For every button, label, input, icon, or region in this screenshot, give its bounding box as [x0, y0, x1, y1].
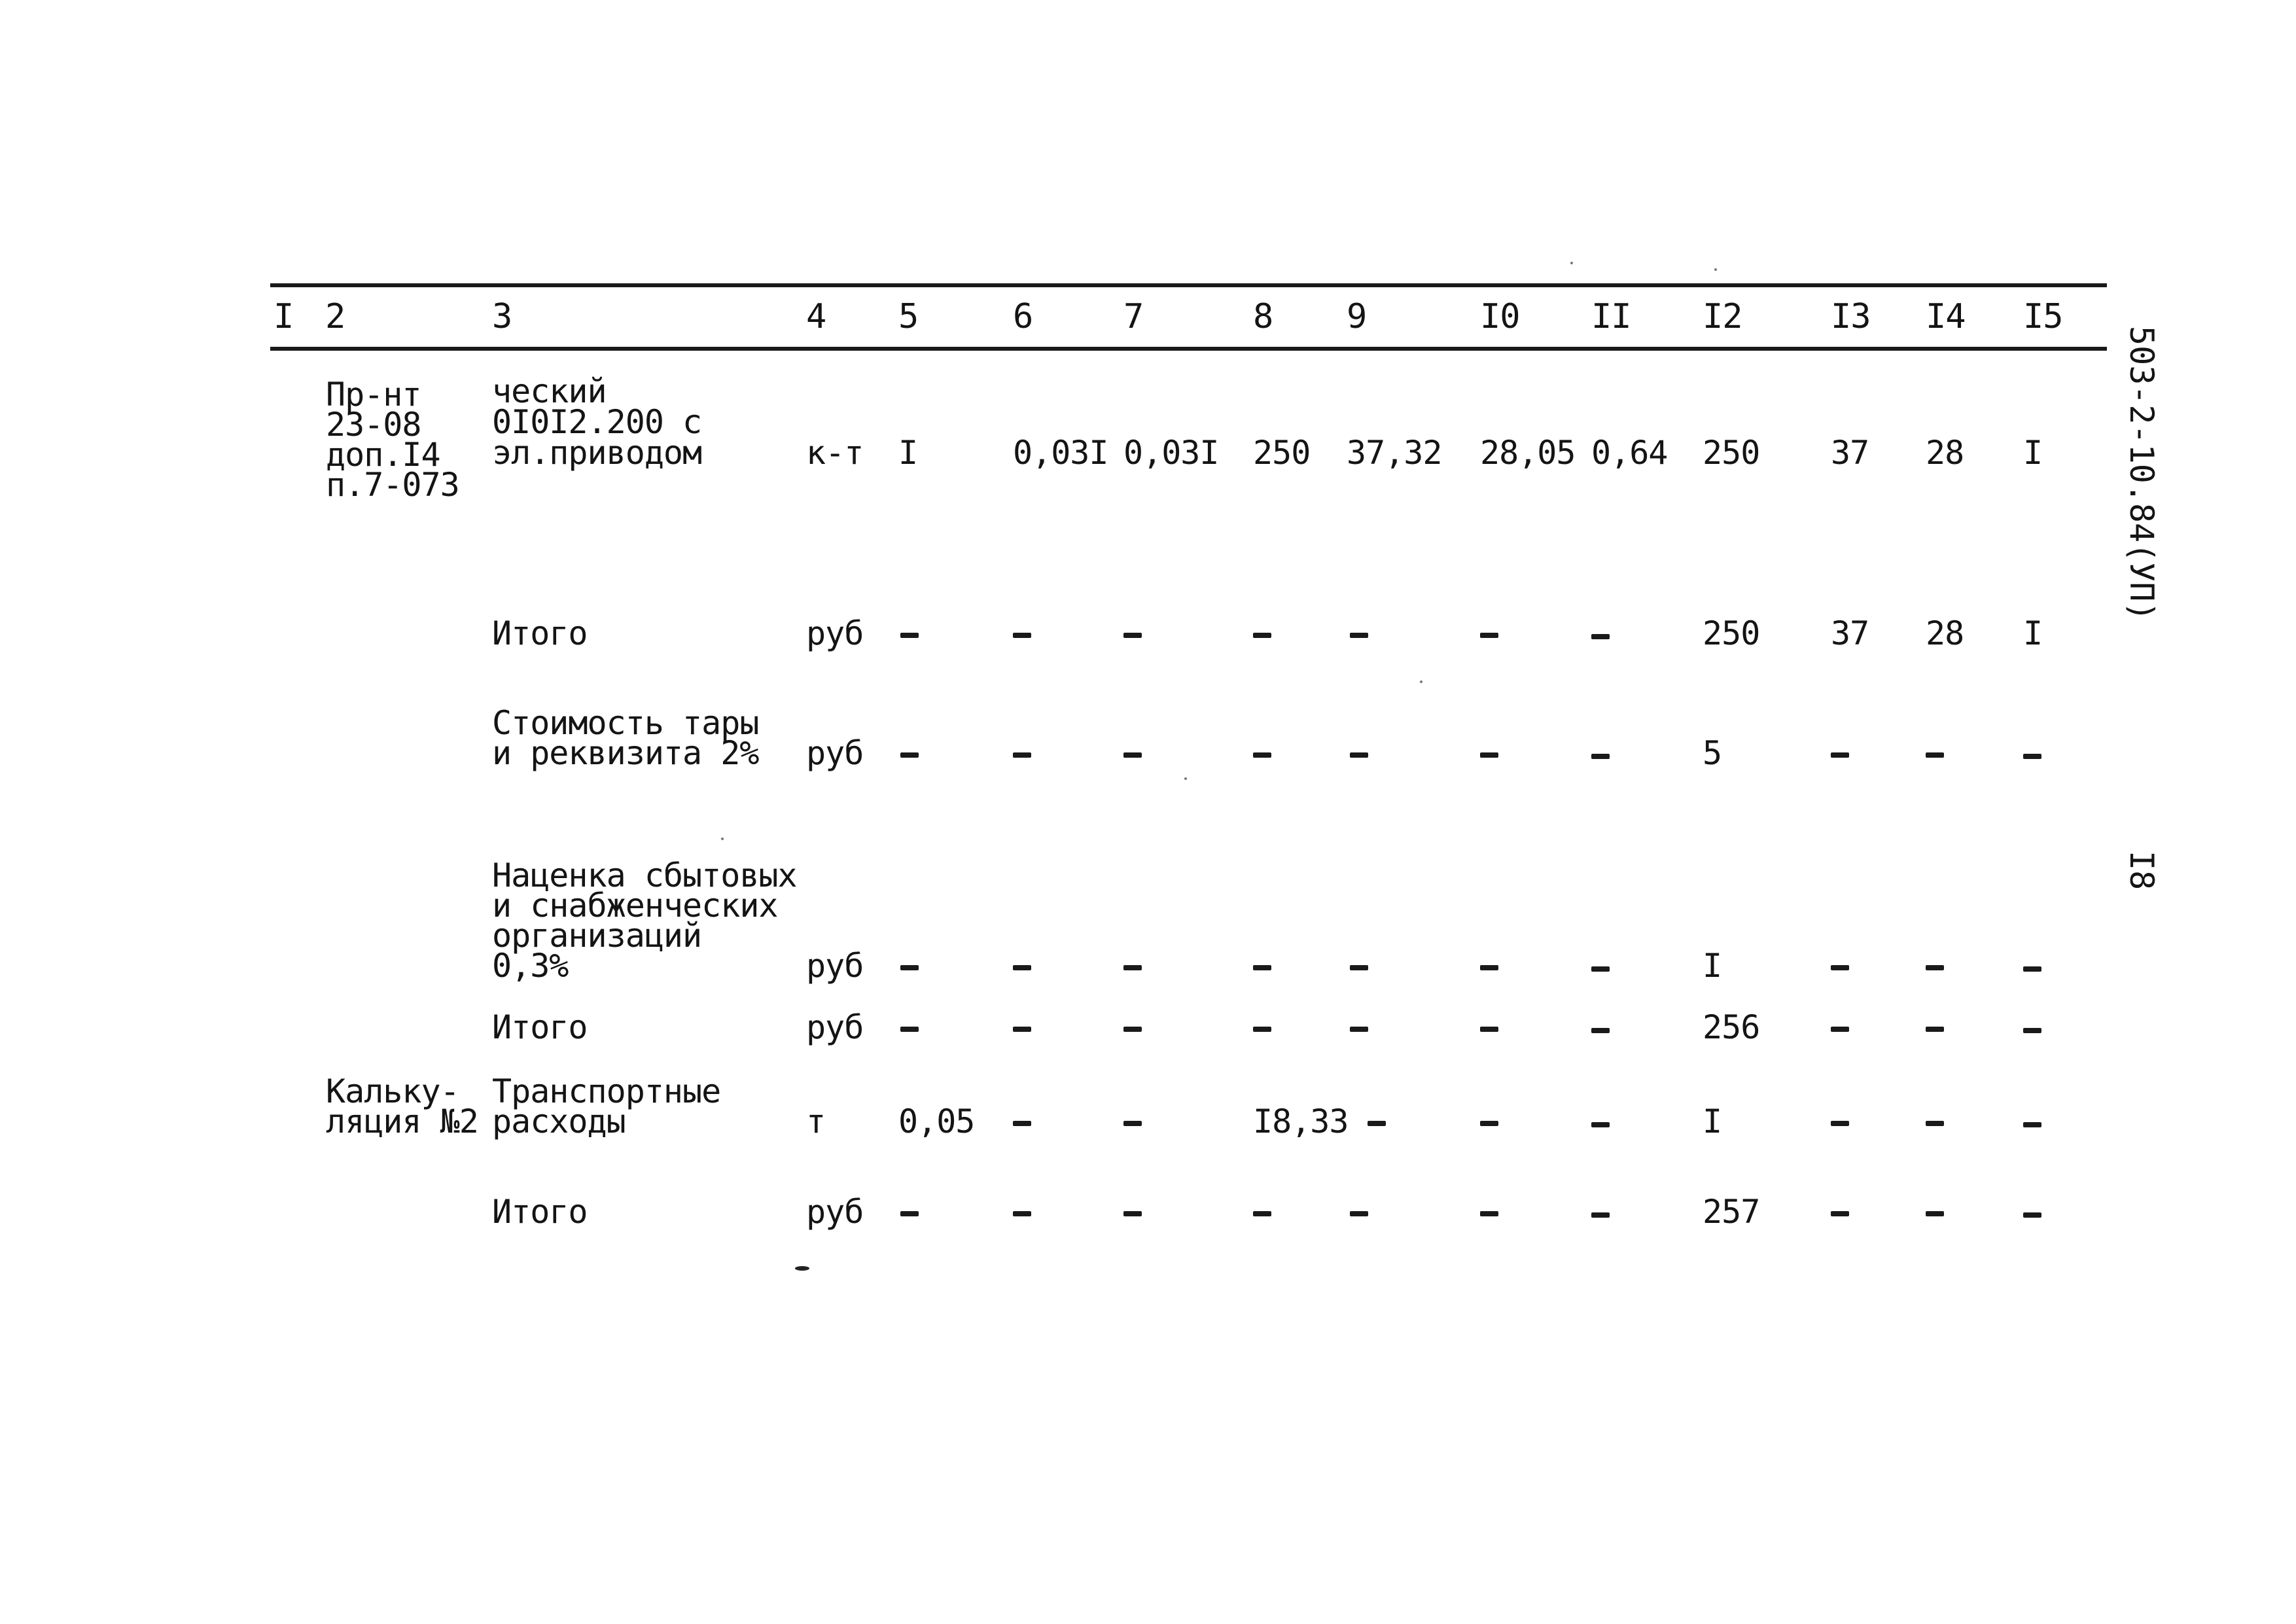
- tara-label-line-1: Стоимость тары: [492, 704, 759, 742]
- total-2-dash-col-10: [1480, 1027, 1498, 1032]
- transport-source-line-1: Кальку-: [326, 1072, 459, 1110]
- item-col-12: 250: [1703, 434, 1760, 472]
- header-col-5: 5: [898, 297, 919, 336]
- total-2-label: Итого: [492, 1008, 588, 1046]
- total-2-dash-col-5: [900, 1027, 919, 1032]
- item-col-5: I: [898, 434, 918, 472]
- markup-dash-col-7: [1123, 965, 1142, 970]
- total-2-dash-col-15: [2023, 1028, 2041, 1033]
- item-col-10: 28,05: [1480, 434, 1576, 472]
- total-1-dash-col-6: [1013, 633, 1031, 638]
- scan-speck: [1570, 262, 1573, 264]
- total-2-dash-col-9: [1350, 1027, 1368, 1032]
- header-col-12: I2: [1703, 297, 1742, 336]
- total-3-dash-col-10: [1480, 1211, 1498, 1216]
- transport-unit: т: [806, 1103, 826, 1140]
- transport-col-8: I8,33: [1253, 1103, 1349, 1140]
- markup-dash-col-15: [2023, 966, 2041, 972]
- item-name-line-2: 0I0I2.200 с: [492, 403, 702, 441]
- total-1-dash-col-5: [900, 633, 919, 638]
- margin-page-number: I8: [2123, 851, 2161, 891]
- tara-unit: руб: [806, 734, 864, 772]
- transport-dash-col-11: [1591, 1122, 1610, 1127]
- markup-label-line-3: организаций: [492, 917, 702, 955]
- transport-dash-col-13: [1831, 1121, 1849, 1126]
- transport-dash-col-15: [2023, 1122, 2041, 1127]
- transport-label-line-1: Транспортные: [492, 1072, 721, 1110]
- header-col-7: 7: [1123, 297, 1144, 336]
- total-1-dash-col-10: [1480, 633, 1498, 638]
- item-unit: к-т: [806, 434, 864, 472]
- tara-dash-col-11: [1591, 754, 1610, 759]
- total-2-dash-col-6: [1013, 1027, 1031, 1032]
- scan-speck: [1184, 777, 1187, 780]
- total-1-col-15: I: [2023, 614, 2043, 652]
- tara-dash-col-8: [1253, 752, 1271, 758]
- tara-dash-col-14: [1926, 752, 1944, 758]
- total-1-label: Итого: [492, 614, 588, 652]
- transport-col-5: 0,05: [898, 1103, 975, 1140]
- total-3-col-12: 257: [1703, 1193, 1760, 1231]
- item-source-line-1: Пр-нт: [326, 376, 421, 414]
- transport-col-12: I: [1703, 1103, 1722, 1140]
- item-col-6: 0,03I: [1013, 434, 1108, 472]
- header-col-9: 9: [1347, 297, 1367, 336]
- markup-label-line-4: 0,3%: [492, 947, 569, 985]
- total-1-dash-col-8: [1253, 633, 1271, 638]
- tara-dash-col-7: [1123, 752, 1142, 758]
- total-3-dash-col-14: [1926, 1211, 1944, 1216]
- header-col-2: 2: [325, 297, 345, 336]
- markup-dash-col-13: [1831, 965, 1849, 970]
- header-col-13: I3: [1831, 297, 1871, 336]
- header-col-1: I: [274, 297, 294, 336]
- tara-dash-col-15: [2023, 754, 2041, 759]
- markup-col-12: I: [1703, 947, 1722, 985]
- header-col-6: 6: [1013, 297, 1033, 336]
- total-3-dash-col-15: [2023, 1212, 2041, 1218]
- markup-label-line-2: и снабженческих: [492, 887, 778, 925]
- item-source-line-3: доп.I4: [326, 436, 440, 474]
- scan-speck: [721, 838, 724, 840]
- total-2-dash-col-13: [1831, 1027, 1849, 1032]
- margin-document-code: 503-2-10.84(УП): [2123, 326, 2161, 622]
- transport-source-line-2: ляция №2: [326, 1103, 478, 1140]
- item-name-line-3: эл.приводом: [492, 434, 702, 472]
- item-col-11: 0,64: [1591, 434, 1668, 472]
- total-3-dash-col-5: [900, 1211, 919, 1216]
- total-1-col-12: 250: [1703, 614, 1760, 652]
- item-source-line-2: 23-08: [326, 406, 421, 444]
- item-col-9: 37,32: [1347, 434, 1442, 472]
- tara-dash-col-9: [1350, 752, 1368, 758]
- item-col-14: 28: [1926, 434, 1964, 472]
- scan-speck: [795, 1266, 809, 1271]
- markup-dash-col-6: [1013, 965, 1031, 970]
- total-2-dash-col-7: [1123, 1027, 1142, 1032]
- tara-label-line-2: и реквизита 2%: [492, 734, 759, 772]
- tara-dash-col-13: [1831, 752, 1849, 758]
- tara-dash-col-5: [900, 752, 919, 758]
- tara-col-12: 5: [1703, 734, 1722, 772]
- total-3-unit: руб: [806, 1193, 864, 1231]
- tara-dash-col-6: [1013, 752, 1031, 758]
- item-col-15: I: [2023, 434, 2043, 472]
- tara-dash-col-10: [1480, 752, 1498, 758]
- item-source-line-4: п.7-073: [326, 466, 459, 504]
- transport-label-line-2: расходы: [492, 1103, 626, 1140]
- scan-speck: [1714, 268, 1717, 271]
- total-1-unit: руб: [806, 614, 864, 652]
- scan-speck: [1420, 680, 1422, 683]
- item-col-13: 37: [1831, 434, 1869, 472]
- markup-dash-col-10: [1480, 965, 1498, 970]
- total-3-dash-col-9: [1350, 1211, 1368, 1216]
- table-top-rule: [270, 283, 2107, 287]
- total-3-dash-col-7: [1123, 1211, 1142, 1216]
- transport-dash-col-9: [1368, 1121, 1386, 1126]
- header-col-8: 8: [1253, 297, 1273, 336]
- total-3-label: Итого: [492, 1193, 588, 1231]
- total-1-col-14: 28: [1926, 614, 1964, 652]
- markup-unit: руб: [806, 947, 864, 985]
- markup-label-line-1: Наценка сбытовых: [492, 856, 797, 894]
- total-3-dash-col-8: [1253, 1211, 1271, 1216]
- transport-dash-col-10: [1480, 1121, 1498, 1126]
- total-1-dash-col-11: [1591, 634, 1610, 639]
- total-1-col-13: 37: [1831, 614, 1869, 652]
- total-2-unit: руб: [806, 1008, 864, 1046]
- header-col-3: 3: [492, 297, 512, 336]
- header-col-15: I5: [2023, 297, 2063, 336]
- item-name-line-1: ческий: [492, 372, 607, 410]
- header-col-10: I0: [1480, 297, 1520, 336]
- total-2-dash-col-11: [1591, 1028, 1610, 1033]
- total-1-dash-col-7: [1123, 633, 1142, 638]
- markup-dash-col-14: [1926, 965, 1944, 970]
- item-col-8: 250: [1253, 434, 1311, 472]
- total-3-dash-col-13: [1831, 1211, 1849, 1216]
- transport-dash-col-14: [1926, 1121, 1944, 1126]
- header-col-14: I4: [1926, 297, 1966, 336]
- item-col-7: 0,03I: [1123, 434, 1219, 472]
- markup-dash-col-9: [1350, 965, 1368, 970]
- total-2-col-12: 256: [1703, 1008, 1760, 1046]
- total-3-dash-col-6: [1013, 1211, 1031, 1216]
- transport-dash-col-7: [1123, 1121, 1142, 1126]
- markup-dash-col-11: [1591, 966, 1610, 972]
- header-col-4: 4: [806, 297, 826, 336]
- markup-dash-col-5: [900, 965, 919, 970]
- total-1-dash-col-9: [1350, 633, 1368, 638]
- header-col-11: II: [1591, 297, 1631, 336]
- transport-dash-col-6: [1013, 1121, 1031, 1126]
- total-2-dash-col-14: [1926, 1027, 1944, 1032]
- total-3-dash-col-11: [1591, 1212, 1610, 1218]
- table-header-rule: [270, 347, 2107, 351]
- markup-dash-col-8: [1253, 965, 1271, 970]
- total-2-dash-col-8: [1253, 1027, 1271, 1032]
